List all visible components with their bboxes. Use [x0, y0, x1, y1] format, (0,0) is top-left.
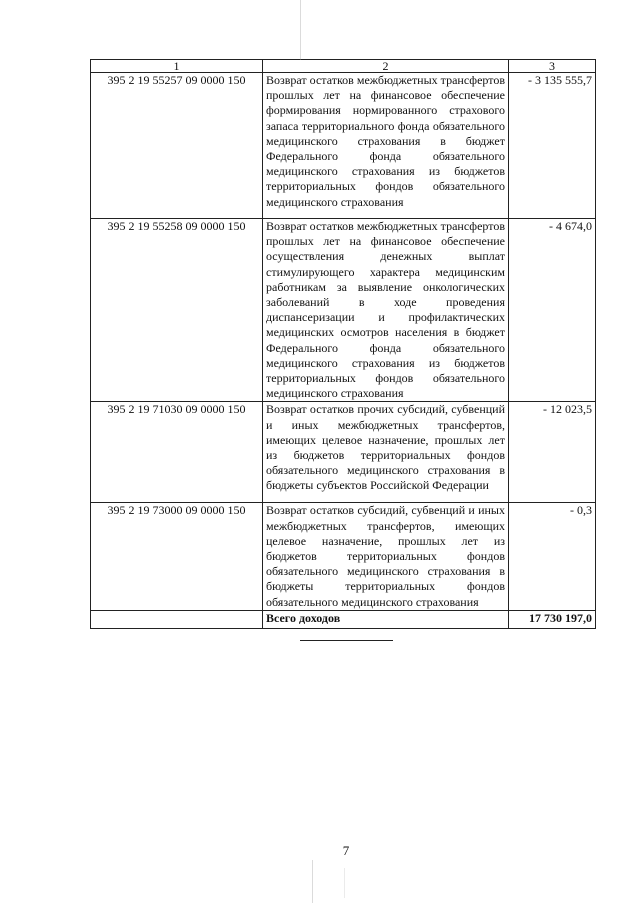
budget-code-cell: 395 2 19 55258 09 0000 150: [91, 219, 263, 402]
page-number: 7: [342, 843, 350, 858]
total-amount: 17 730 197,0: [509, 610, 596, 628]
budget-code-cell: 395 2 19 73000 09 0000 150: [91, 503, 263, 610]
budget-code-cell: 395 2 19 71030 09 0000 150: [91, 402, 263, 503]
amount-cell: - 3 135 555,7: [509, 73, 596, 219]
table-header-row: [91, 60, 596, 73]
amount-cell: - 4 674,0: [509, 219, 596, 402]
description-cell: Возврат остатков прочих субсидий, субвенций и иных межбюджетных трансфертов, имеющих целевое назначение, прошлых лет из бюджетов территориальных фондов обязательного медицинского страхования в бюджеты субъектов Российской Федерации: [263, 402, 509, 503]
table-row: [91, 503, 596, 610]
total-row: [91, 610, 596, 628]
column-header: 2: [263, 60, 509, 73]
amount-cell: - 12 023,5: [509, 402, 596, 503]
amount-cell: - 0,3: [509, 503, 596, 610]
column-header: 3: [509, 60, 596, 73]
description-cell: Возврат остатков субсидий, субвенций и иных межбюджетных трансфертов, имеющих целевое назначение, прошлых лет из бюджетов территориальных фондов обязательного медицинского страхования в бюджеты территориальных фондов обязательного медицинского страхования: [263, 503, 509, 610]
description-cell: Возврат остатков межбюджетных трансфертов прошлых лет на финансовое обеспечение формирования нормированного страхового запаса территориального фонда обязательного медицинского страхования в бюджет Федерального фонда обязательного медицинского страхования из бюджетов территориальных фондов обязательного медицинского страхования: [263, 73, 509, 219]
end-rule: [300, 640, 393, 641]
budget-code-cell: 395 2 19 55257 09 0000 150: [91, 73, 263, 219]
table-row: [91, 402, 596, 503]
revenue-table: [90, 59, 596, 629]
total-code-cell: [91, 610, 263, 628]
total-label: Всего доходов: [263, 610, 509, 628]
table-row: [91, 219, 596, 402]
scan-artifact: [312, 860, 313, 903]
description-cell: Возврат остатков межбюджетных трансфертов прошлых лет на финансовое обеспечение осуществления денежных выплат стимулирующего характера медицинским работникам за выявление онкологических заболеваний в ходе проведения диспансеризации и профилактических медицинских осмотров населения в бюджет Федерального фонда обязательного медицинского страхования из бюджетов территориальных фондов обязательного медицинского страхования: [263, 219, 509, 402]
scan-artifact: [300, 0, 301, 60]
table-row: [91, 73, 596, 219]
column-header: 1: [91, 60, 263, 73]
scan-artifact: [344, 868, 345, 898]
